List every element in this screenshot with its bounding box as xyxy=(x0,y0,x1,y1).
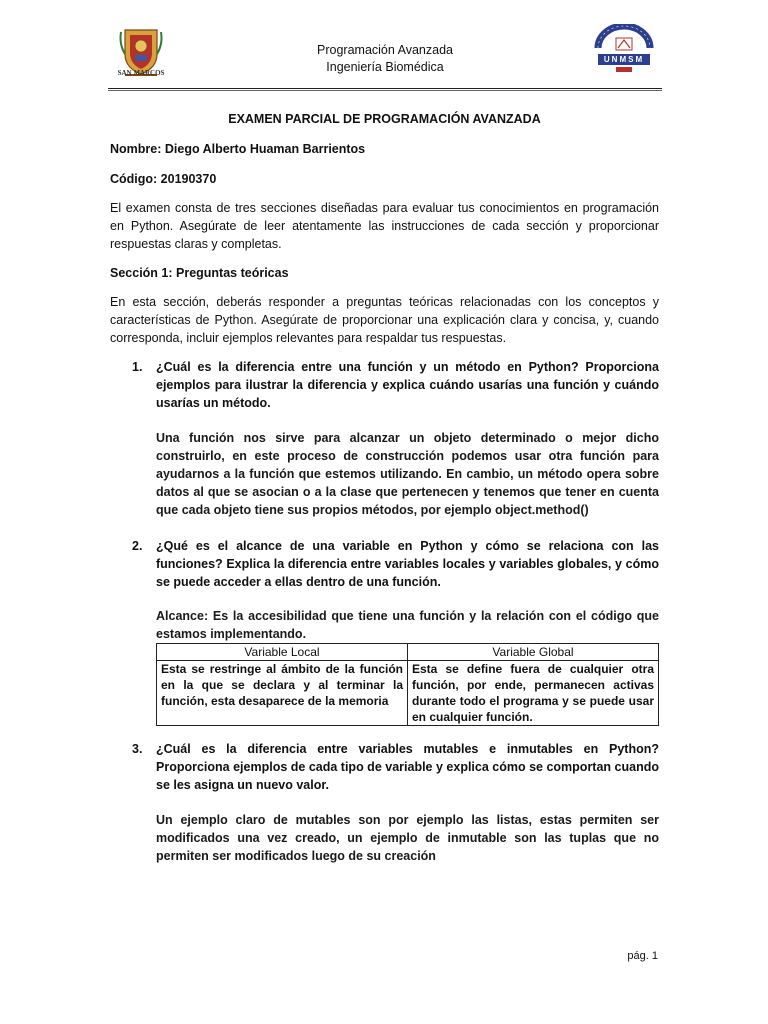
question-number: 2. xyxy=(132,539,143,553)
course-title: Programación Avanzada xyxy=(317,43,453,57)
table-cell-local: Esta se restringe al ámbito de la función en la que se declara y al terminar la función, esta desaparece de la memoria xyxy=(157,661,408,726)
page-number: pág. 1 xyxy=(627,950,658,962)
table-header-row xyxy=(157,644,659,661)
answer-text: Una función nos sirve para alcanzar un objeto determinado o mejor dicho construirlo, en este proceso de construcción podemos usar otra función para ayudarnos a la función que estemos utilizando. En cambio, un método opera sobre datos al que se asocian o a la clase que pertenecen y tenemos que tener en cuenta que cada objeto tiene sus propios métodos, por ejemplo object.method() xyxy=(156,431,659,517)
student-name: Nombre: Diego Alberto Huaman Barrientos xyxy=(110,142,366,156)
student-code: Código: 20190370 xyxy=(110,172,217,186)
header-rule-secondary xyxy=(108,90,662,91)
exam-title: EXAMEN PARCIAL DE PROGRAMACIÓN AVANZADA xyxy=(228,112,541,126)
question-text: ¿Cuál es la diferencia entre una función y un método en Python? Proporciona ejemplos para ilustrar la diferencia y explica cuándo usarías una función y cuándo usarías un método. xyxy=(156,360,659,410)
exam-intro: El examen consta de tres secciones diseñadas para evaluar tus conocimientos en programación en Python. Asegúrate de leer atentamente las instrucciones de cada sección y proporcionar respuestas claras y completas. xyxy=(110,201,659,251)
question-number: 3. xyxy=(132,742,143,756)
variables-comparison-table xyxy=(156,643,659,726)
san-marcos-logo-text: SAN MARCOS xyxy=(117,69,165,77)
question-2 xyxy=(110,537,659,726)
table-row xyxy=(157,661,659,726)
section-1-intro: En esta sección, deberás responder a preguntas teóricas relacionadas con los conceptos y características de Python. Asegúrate de proporcionar una explicación clara y concisa, y, cuando corresponda, incluir ejemplos relevantes para respaldar tus respuestas. xyxy=(110,295,659,345)
answer-text: Un ejemplo claro de mutables son por ejemplo las listas, estas permiten ser modificados una vez creado, un ejemplo de inmutable son las tuplas que no permiten ser modificados luego de su creación xyxy=(156,813,659,863)
san-marcos-crest-logo xyxy=(117,24,165,82)
answer-text: Alcance: Es la accesibilidad que tiene una función y la relación con el código que estamos implementando. xyxy=(156,609,659,641)
question-1 xyxy=(110,358,659,519)
unmsm-engineering-logo xyxy=(592,24,656,78)
table-cell-global: Esta se define fuera de cualquier otra función, por ende, permanecen activas durante todo el programa y se puede usar en cualquier función. xyxy=(408,661,659,726)
document-body xyxy=(110,110,659,865)
program-title: Ingeniería Biomédica xyxy=(326,60,444,74)
question-number: 1. xyxy=(132,360,143,374)
question-3 xyxy=(110,740,659,865)
section-1-title: Sección 1: Preguntas teóricas xyxy=(110,266,289,280)
header-rule xyxy=(108,88,662,89)
unmsm-logo-text: UNMSM xyxy=(603,55,645,64)
table-header-local: Variable Local xyxy=(157,644,408,661)
question-text: ¿Cuál es la diferencia entre variables mutables e inmutables en Python? Proporciona ejemplos de cada tipo de variable y explica cómo se comportan cuando se les asigna un nuevo valor. xyxy=(156,742,659,792)
table-header-global: Variable Global xyxy=(408,644,659,661)
question-text: ¿Qué es el alcance de una variable en Python y cómo se relaciona con las funciones? Explica la diferencia entre variables locales y variables globales, y cómo se puede acceder a ellas dentro de una función. xyxy=(156,539,659,589)
